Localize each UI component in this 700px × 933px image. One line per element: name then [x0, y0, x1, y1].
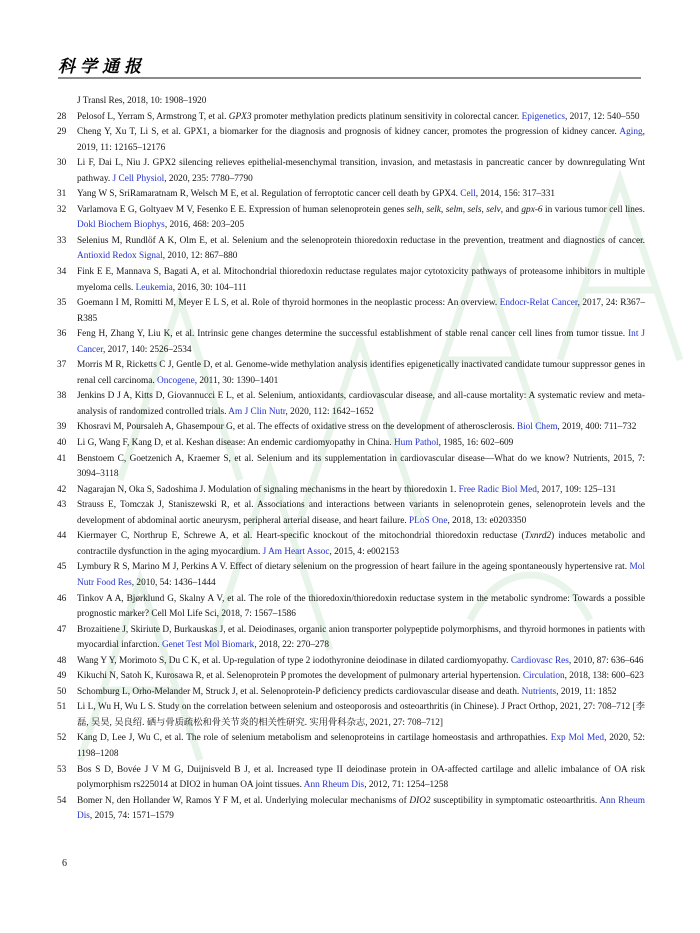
reference-number: 38 — [57, 391, 67, 402]
reference-item — [57, 685, 645, 701]
journal-link[interactable]: Int J Cancer — [77, 329, 645, 355]
journal-link[interactable]: Genet Test Mol Biomark — [161, 640, 255, 651]
reference-text — [77, 327, 645, 358]
reference-item — [57, 125, 645, 156]
reference-text — [77, 234, 645, 265]
journal-link[interactable]: Hum Pathol — [393, 438, 439, 449]
reference-number: 35 — [57, 298, 67, 309]
reference-text — [77, 669, 645, 685]
reference-text-run: Li F, Dai L, Niu J. GPX2 silencing relieves epithelial-mesenchymal transition, invasion, and metastasis in pancreatic cancer by downregulating Wnt pathway. — [77, 158, 645, 184]
reference-text-run: Pelosof L, Yerram S, Armstrong T, et al. — [77, 111, 229, 122]
reference-item — [57, 498, 645, 529]
reference-text-run: , 2017, 12: 540–550 — [564, 111, 640, 122]
journal-logo: 科学通报 — [58, 57, 146, 77]
reference-item — [57, 623, 645, 654]
reference-text-run: Schomburg L, Orho-Melander M, Struck J, et al. Selenoprotein-P deficiency predicts cardiovascular disease and death. — [77, 686, 522, 697]
reference-number: 43 — [57, 500, 67, 511]
reference-text-run: in various tumor cell lines. — [542, 204, 645, 215]
reference-number: 31 — [57, 189, 67, 200]
reference-number: 32 — [57, 204, 67, 215]
reference-text — [77, 794, 645, 825]
reference-number: 29 — [57, 127, 67, 138]
reference-number: 45 — [57, 562, 67, 573]
reference-item — [57, 560, 645, 591]
reference-list — [57, 94, 645, 825]
reference-text-run: , 2011, 30: 1390–1401 — [194, 375, 279, 386]
reference-text-run: Goemann I M, Romitti M, Meyer E L S, et al. Role of thyroid hormones in the neoplastic process: An overview. — [77, 298, 500, 309]
reference-text-run: , 2020, 52: 1198–1208 — [77, 733, 645, 759]
reference-text-run: Kikuchi N, Satoh K, Kurosawa R, et al. Selenoprotein P promotes the development of pulmonary arterial hypertension. — [77, 671, 523, 682]
reference-item — [57, 327, 645, 358]
italic-gene-term: DIO2 — [409, 795, 431, 806]
journal-link[interactable]: Endocr-Relat Cancer — [499, 298, 578, 309]
journal-link[interactable]: Cardiovasc Res — [510, 655, 569, 666]
journal-link[interactable]: Oncogene — [157, 375, 195, 386]
reference-number: 41 — [57, 453, 67, 464]
reference-number: 44 — [57, 531, 67, 542]
reference-number: 36 — [57, 329, 67, 340]
reference-text-run: , 2017, 109: 125–131 — [536, 484, 617, 495]
reference-text-run: Selenius M, Rundlöf A K, Olm E, et al. Selenium and the selenoprotein thioredoxin reductase in the prevention, treatment and diagnostics of cancer. — [77, 235, 645, 246]
reference-text-run: Li G, Wang F, Kang D, et al. Keshan disease: An endemic cardiomyopathy in China. — [77, 438, 394, 449]
reference-text-run: Morris M R, Ricketts C J, Gentle D, et al. Genome-wide methylation analysis identifies epigenetically inactivated candidate tumour suppressor genes in renal cell carcinoma. — [77, 360, 645, 386]
reference-number: 54 — [57, 795, 67, 806]
reference-text-run: , 2016, 468: 203–205 — [164, 220, 245, 231]
reference-text — [77, 389, 645, 420]
reference-text-run: , 2017, 140: 2526–2534 — [102, 344, 192, 355]
reference-number: 47 — [57, 624, 67, 635]
reference-item — [57, 203, 645, 234]
italic-gene-term: GPX3 — [228, 111, 252, 122]
journal-link[interactable]: Biol Chem — [516, 422, 558, 433]
reference-text — [77, 436, 645, 452]
reference-item — [57, 420, 645, 436]
reference-text-run: , 2019, 11: 12165–12176 — [77, 127, 645, 153]
journal-link[interactable]: J Cell Physiol — [112, 173, 165, 184]
reference-item — [57, 436, 645, 452]
reference-item — [57, 156, 645, 187]
reference-number: 53 — [57, 764, 67, 775]
reference-number: 51 — [57, 702, 67, 713]
reference-text-run: , 2018, 22: 270–278 — [254, 640, 329, 651]
reference-continuation — [57, 94, 645, 110]
journal-link[interactable]: Epigenetics — [521, 111, 565, 122]
reference-number: 52 — [57, 733, 67, 744]
journal-link[interactable]: J Am Heart Assoc — [262, 546, 330, 557]
reference-text — [77, 156, 645, 187]
reference-text — [77, 731, 645, 762]
reference-item — [57, 358, 645, 389]
reference-text — [77, 623, 645, 654]
reference-item — [57, 763, 645, 794]
reference-item — [57, 234, 645, 265]
journal-link[interactable]: Am J Clin Nutr — [228, 406, 286, 417]
reference-text-run: Varlamova E G, Goltyaev M V, Fesenko E E. Expression of human selenoprotein genes — [77, 204, 407, 215]
italic-gene-term: sels — [467, 204, 482, 215]
reference-text — [77, 483, 645, 499]
reference-text — [77, 560, 645, 591]
reference-item — [57, 110, 645, 126]
journal-link[interactable]: Mol Nutr Food Res — [77, 562, 645, 588]
reference-item — [57, 529, 645, 560]
reference-text-run: susceptibility in symptomatic osteoarthritis. — [430, 795, 600, 806]
reference-text-run: J Transl Res, 2018, 10: 1908–1920 — [77, 96, 207, 106]
reference-text-run: , 2012, 71: 1254–1258 — [364, 780, 449, 791]
reference-text-run: Lymbury R S, Marino M J, Perkins A V. Effect of dietary selenium on the progression of heart failure in the ageing spontaneously hypertensive rat. — [77, 562, 630, 573]
reference-text-run: , 2017, 24: R367–R385 — [77, 298, 645, 324]
italic-gene-term: Txnrd2 — [524, 531, 552, 542]
reference-item — [57, 592, 645, 623]
header-rule — [58, 77, 641, 79]
reference-text-run: ) induces metabolic and contractile dysfunction in the aging myocardium. — [77, 531, 645, 557]
reference-number — [57, 94, 77, 110]
reference-text — [77, 187, 645, 203]
reference-text-run: Kiermayer C, Northrup E, Schrewe A, et al. Heart-specific knockout of the mitochondrial thioredoxin reductase ( — [77, 531, 525, 542]
reference-item — [57, 296, 645, 327]
reference-text-run: promoter methylation predicts platinum sensitivity in colorectal cancer. — [251, 111, 522, 122]
journal-link[interactable]: Antioxid Redox Signal — [77, 251, 163, 262]
reference-item — [57, 452, 645, 483]
reference-text-run: , 2014, 156: 317–331 — [475, 189, 556, 200]
reference-text-run: , — [440, 204, 446, 215]
reference-text — [77, 358, 645, 389]
reference-text — [77, 529, 645, 560]
reference-text-run: , and — [500, 204, 522, 215]
journal-link[interactable]: PLoS One — [408, 515, 448, 526]
reference-number: 33 — [57, 235, 67, 246]
reference-number: 46 — [57, 593, 67, 604]
reference-item — [57, 700, 645, 731]
reference-text — [77, 700, 645, 731]
reference-text-run: , 2016, 30: 104–111 — [172, 282, 247, 293]
reference-text-run: , 2019, 400: 711–732 — [557, 422, 637, 433]
reference-text — [77, 94, 645, 110]
journal-link[interactable]: Leukemia — [135, 282, 173, 293]
reference-text-run: , — [462, 204, 468, 215]
reference-text-run: Bomer N, den Hollander W, Ramos Y F M, et al. Underlying molecular mechanisms of — [77, 795, 410, 806]
italic-gene-term: selv — [486, 204, 501, 215]
reference-item — [57, 731, 645, 762]
journal-link[interactable]: Free Radic Biol Med — [458, 484, 537, 495]
reference-text-run: Li L, Wu H, Wu L S. Study on the correlation between selenium and osteoporosis and osteoarthritis (in Chinese). J Pract Orthop, 2021, 27: 708–712 [李磊, 吴昊, 吴良绍. 硒与骨质疏松和骨关节炎的相关性研究. 实用骨科杂志, 2021, 27: 708–712] — [77, 702, 645, 728]
reference-text-run: , 2010, 54: 1436–1444 — [131, 577, 216, 588]
journal-link[interactable]: Circulation — [522, 671, 565, 682]
reference-text-run: , — [481, 204, 487, 215]
reference-item — [57, 669, 645, 685]
reference-item — [57, 265, 645, 296]
reference-item — [57, 654, 645, 670]
reference-number: 30 — [57, 158, 67, 169]
reference-text-run: Khosravi M, Poursaleh A, Ghasempour G, et al. The effects of oxidative stress on the development of atherosclerosis. — [77, 422, 517, 433]
reference-text-run: Kang D, Lee J, Wu C, et al. The role of selenium metabolism and selenoproteins in cartilage homeostasis and arthropathies. — [77, 733, 551, 744]
reference-number: 39 — [57, 422, 67, 433]
italic-gene-term: selk — [426, 204, 441, 215]
reference-text — [77, 763, 645, 794]
reference-text-run: Tinkov A A, Bjørklund G, Skalny A V, et al. The role of the thioredoxin/thioredoxin reductase system in the metabolic syndrome: Towards a possible prognostic marker? Cell Mol Life Sci, 2018, 7: 1567–1586 — [77, 593, 645, 620]
reference-number: 28 — [57, 111, 67, 122]
reference-text-run: , 2018, 138: 600–623 — [564, 671, 644, 682]
reference-text-run: Bos S D, Bovée J V M G, Duijnisveld B J, et al. Increased type II deiodinase protein in OA-affected cartilage and allelic imbalance of OA risk polymorphism rs225014 at DIO2 in human OA joint tissues. — [77, 764, 645, 791]
reference-text-run: , 2020, 112: 1642–1652 — [285, 406, 374, 417]
reference-text — [77, 265, 645, 296]
reference-text-run: , 2018, 13: e0203350 — [447, 515, 527, 526]
reference-text — [77, 110, 645, 126]
italic-gene-term: gpx-6 — [521, 204, 543, 215]
reference-text — [77, 654, 645, 670]
reference-text-run: , 2019, 11: 1852 — [556, 686, 617, 697]
reference-text-run: Nagarajan N, Oka S, Sadoshima J. Modulation of signaling mechanisms in the heart by thioredoxin 1. — [77, 484, 459, 495]
reference-text — [77, 420, 645, 436]
journal-link[interactable]: Dokl Biochem Biophys — [77, 220, 165, 231]
reference-text-run: Yang W S, SriRamaratnam R, Welsch M E, et al. Regulation of ferroptotic cancer cell death by GPX4. — [77, 189, 461, 200]
reference-text-run: Cheng Y, Xu T, Li S, et al. GPX1, a biomarker for the diagnosis and prognosis of kidney cancer, promotes the progression of kidney cancer. — [77, 127, 620, 138]
reference-text-run: Feng H, Zhang Y, Liu K, et al. Intrinsic gene changes determine the successful establishment of stable renal cancer cell lines from tumor tissue. — [77, 329, 629, 340]
page-number: 6 — [62, 858, 67, 869]
journal-link[interactable]: Cell — [460, 189, 476, 200]
reference-text-run: , 2020, 235: 7780–7790 — [164, 173, 253, 184]
reference-text-run: , — [421, 204, 427, 215]
journal-link[interactable]: Aging — [619, 127, 643, 138]
journal-link[interactable]: Ann Rheum Dis — [77, 795, 645, 822]
italic-gene-term: selm — [445, 204, 463, 215]
italic-gene-term: selh — [406, 204, 422, 215]
journal-link[interactable]: Nutrients — [521, 686, 557, 697]
reference-text-run: , 2010, 87: 636–646 — [568, 655, 644, 666]
reference-text — [77, 685, 645, 701]
page-header — [58, 52, 642, 77]
reference-text-run: Fink E E, Mannava S, Bagati A, et al. Mitochondrial thioredoxin reductase regulates major cytotoxicity pathways of proteasome inhibitors in multiple myeloma cells. — [77, 267, 645, 293]
journal-link[interactable]: Exp Mol Med — [550, 733, 605, 744]
reference-text — [77, 592, 645, 623]
journal-link[interactable]: Ann Rheum Dis — [303, 780, 365, 791]
reference-item — [57, 794, 645, 825]
reference-text — [77, 125, 645, 156]
reference-number: 42 — [57, 484, 67, 495]
reference-text-run: Benstoem C, Goetzenich A, Kraemer S, et al. Selenium and its supplementation in cardiovascular disease—What do we know? Nutrients, 2015, 7: 3094–3118 — [77, 453, 645, 480]
reference-text-run: Strauss E, Tomczak J, Staniszewski R, et al. Associations and interactions between variants in selenoprotein genes, selenoprotein levels and the development of abdominal aortic aneurysm, peripheral arterial disease, and heart failure. — [77, 500, 645, 526]
reference-number: 49 — [57, 671, 67, 682]
reference-item — [57, 187, 645, 203]
reference-text — [77, 498, 645, 529]
reference-text — [77, 296, 645, 327]
reference-text-run: , 2010, 12: 867–880 — [162, 251, 238, 262]
reference-number: 48 — [57, 655, 67, 666]
reference-text — [77, 452, 645, 483]
reference-number: 50 — [57, 686, 67, 697]
reference-text-run: , 1985, 16: 602–609 — [438, 438, 514, 449]
reference-text — [77, 203, 645, 234]
reference-text-run: Brozaitiene J, Skiriute D, Burkauskas J, et al. Deiodinases, organic anion transporter polypeptide polymorphisms, and thyroid hormones in patients with myocardial infarction. — [77, 624, 645, 651]
reference-item — [57, 389, 645, 420]
reference-number: 40 — [57, 438, 67, 449]
reference-text-run: Jenkins D J A, Kitts D, Giovannucci E L, et al. Selenium, antioxidants, cardiovascular disease, and all-cause mortality: A systematic review and meta-analysis of randomized controlled trials. — [77, 391, 645, 417]
reference-text-run: Wang Y Y, Morimoto S, Du C K, et al. Up-regulation of type 2 iodothyronine deiodinase in dilated cardiomyopathy. — [77, 655, 511, 666]
reference-text-run: , 2015, 4: e002153 — [329, 546, 399, 557]
reference-number: 34 — [57, 267, 67, 278]
reference-item — [57, 483, 645, 499]
reference-number: 37 — [57, 360, 67, 371]
reference-text-run: , 2015, 74: 1571–1579 — [89, 811, 174, 822]
